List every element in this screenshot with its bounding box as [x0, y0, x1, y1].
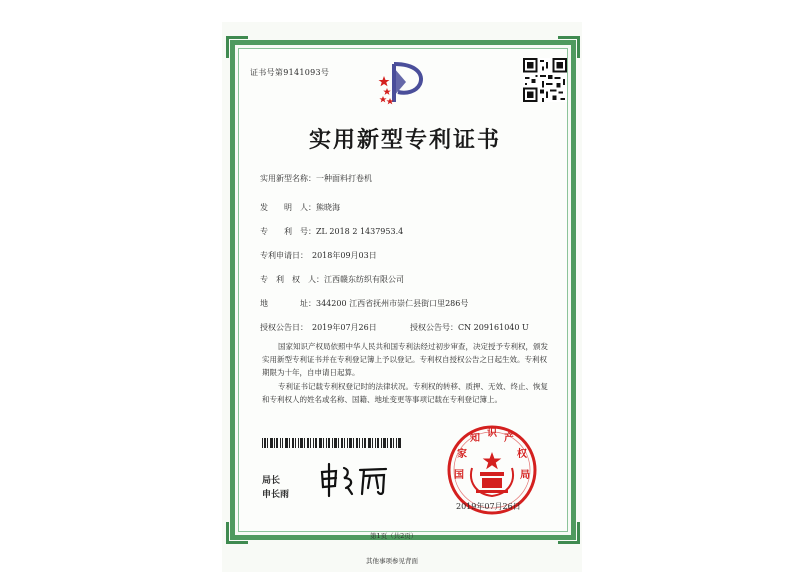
corner-ornament — [226, 36, 248, 58]
field-patent-number — [260, 226, 403, 237]
director-signature — [318, 458, 390, 500]
director-name: 申长雨 — [262, 490, 290, 500]
seal-date: 2019年07月26日 — [456, 502, 521, 511]
field-label: 实用新型名称： — [260, 174, 316, 183]
field-value: 2019年07月26日 — [312, 323, 377, 332]
page-number: 第1页（共2页） — [370, 532, 418, 540]
field-label: 授权公告日： — [260, 323, 308, 332]
field-label: 发 明 人： — [260, 203, 316, 212]
field-application-date — [260, 250, 377, 261]
svg-text:产: 产 — [504, 433, 514, 444]
corner-ornament — [558, 522, 580, 544]
field-value: 熊晓海 — [316, 203, 340, 212]
field-value: 344200 江西省抚州市崇仁县街口里286号 — [316, 299, 469, 308]
patent-office-emblem-icon — [376, 58, 430, 108]
field-announcement-number — [410, 322, 529, 333]
field-value: 一种面料打卷机 — [316, 174, 372, 183]
field-patentee — [260, 274, 404, 285]
field-address — [260, 298, 468, 309]
director-title: 局长 — [262, 476, 281, 486]
field-value: 2018年09月03日 — [312, 251, 377, 260]
svg-text:识: 识 — [487, 428, 497, 439]
qr-code-icon — [523, 58, 567, 102]
svg-text:知: 知 — [470, 433, 480, 444]
field-value: ZL 2018 2 1437953.4 — [316, 227, 404, 236]
barcode — [262, 438, 402, 448]
field-label: 专 利 权 人： — [260, 275, 324, 284]
svg-text:权: 权 — [517, 449, 527, 460]
field-inventor — [260, 202, 340, 213]
field-label: 专利申请日： — [260, 251, 308, 260]
certificate-number: 证书号第9141093号 — [250, 68, 330, 77]
grant-paragraph: 国家知识产权局依照中华人民共和国专利法经过初步审查，决定授予专利权，颁发实用新型专利证书并在专利登记簿上予以登记。专利权自授权公告之日起生效。专利权期限为十年，自申请日起算。 — [262, 342, 548, 377]
corner-ornament — [226, 522, 248, 544]
field-utility-model-name — [260, 173, 372, 184]
field-label: 授权公告号： — [410, 323, 458, 332]
notice-paragraph: 专利证书记载专利权登记时的法律状况。专利权的转移、质押、无效、终止、恢复和专利权人的姓名或名称、国籍、地址变更等事项记载在专利登记簿上。 — [262, 382, 548, 404]
back-note: 其他事项参见背面 — [366, 557, 418, 565]
field-grant-date — [260, 322, 377, 333]
field-label: 地 址： — [260, 299, 316, 308]
certificate-title: 实用新型专利证书 — [308, 127, 501, 153]
field-value: 江西赣东纺织有限公司 — [324, 275, 404, 284]
corner-ornament — [558, 36, 580, 58]
svg-text:局: 局 — [520, 470, 530, 481]
svg-text:家: 家 — [457, 449, 467, 460]
svg-text:国: 国 — [454, 470, 464, 481]
field-label: 专 利 号： — [260, 227, 316, 236]
field-value: CN 209161040 U — [458, 323, 529, 332]
